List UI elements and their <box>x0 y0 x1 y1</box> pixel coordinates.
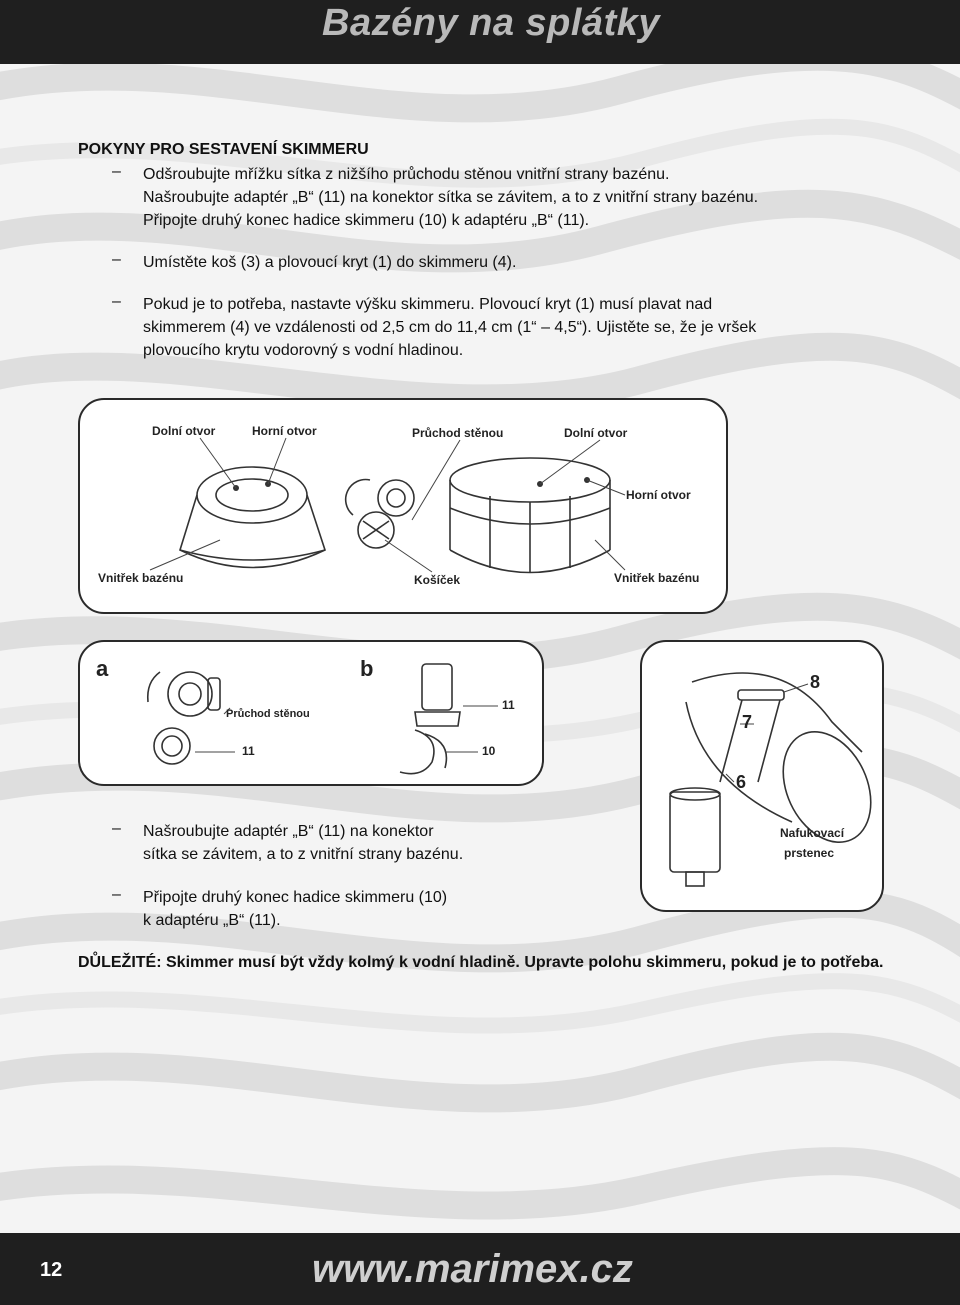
instruction-line: plovoucího krytu vodorovný s vodní hladinou. <box>143 342 464 359</box>
list-item <box>143 293 756 362</box>
list-item <box>143 163 758 232</box>
label-pruchod-stenou: Průchod stěnou <box>226 708 310 720</box>
label-dolni-otvor: Dolní otvor <box>152 424 216 438</box>
list-dash: – <box>112 251 121 268</box>
page-footer <box>0 1233 960 1305</box>
list-dash: – <box>112 293 121 310</box>
list-dash: – <box>112 163 121 180</box>
label-prstenec: prstenec <box>784 846 835 860</box>
label-11: 11 <box>242 744 255 758</box>
label-nafukovaci: Nafukovací <box>780 826 845 840</box>
label-horni-otvor: Horní otvor <box>252 424 317 438</box>
instruction-line: k adaptéru „B“ (11). <box>143 912 281 929</box>
list-item <box>143 886 447 932</box>
label-8: 8 <box>810 672 821 692</box>
instruction-line: skimmerem (4) ve vzdálenosti od 2,5 cm do 11,4 cm (1“ – 4,5“). Ujistěte se, že je vršek <box>143 319 757 336</box>
instruction-line: Našroubujte adaptér „B“ (11) na konektor sítka se závitem, a to z vnitřní strany bazénu. <box>143 189 759 206</box>
label-a: a <box>96 656 109 681</box>
list-item <box>143 251 516 274</box>
figure-panel-float-ring <box>640 640 884 912</box>
label-horni-otvor-2: Horní otvor <box>626 488 691 502</box>
label-dolni-otvor-2: Dolní otvor <box>564 426 628 440</box>
label-11-b: 11 <box>502 698 515 712</box>
label-pruchod-stenou: Průchod stěnou <box>412 426 504 440</box>
label-vnitrek-bazenu-2: Vnitřek bazénu <box>614 571 700 585</box>
float-ring-illustration <box>642 642 882 910</box>
instruction-line: Připojte druhý konec hadice skimmeru (10) <box>143 889 448 906</box>
list-item <box>143 820 463 866</box>
figure-panel-pool-types <box>78 398 728 614</box>
page-number: 12 <box>40 1259 63 1281</box>
label-kosicek: Košíček <box>414 573 461 587</box>
instruction-line: Našroubujte adaptér „B“ (11) na konektor <box>143 823 434 840</box>
instruction-line: Umístěte koš (3) a plovoucí kryt (1) do skimmeru (4). <box>143 254 517 271</box>
important-note: DŮLEŽITÉ: Skimmer musí být vždy kolmý k vodní hladině. Upravte polohu skimmeru, pokud je to potřeba. <box>78 954 884 971</box>
website-link[interactable]: www.marimex.cz <box>312 1247 633 1291</box>
instruction-line: Připojte druhý konec hadice skimmeru (10) k adaptéru „B“ (11). <box>143 212 590 229</box>
list-dash: – <box>112 886 121 903</box>
figure-panel-adapter <box>78 640 544 786</box>
label-7: 7 <box>742 712 753 732</box>
label-b: b <box>360 656 374 681</box>
section-title: POKYNY PRO SESTAVENÍ SKIMMERU <box>78 141 369 158</box>
instruction-line: sítka se závitem, a to z vnitřní strany bazénu. <box>143 846 464 863</box>
instruction-line: Odšroubujte mřížku sítka z nižšího průchodu stěnou vnitřní strany bazénu. <box>143 166 670 183</box>
label-6: 6 <box>736 772 747 792</box>
label-vnitrek-bazenu: Vnitřek bazénu <box>98 571 184 585</box>
adapter-illustration <box>80 642 542 784</box>
label-10: 10 <box>482 744 496 758</box>
page-title: Bazény na splátky <box>322 2 660 44</box>
list-dash: – <box>112 820 121 837</box>
instruction-line: Pokud je to potřeba, nastavte výšku skimmeru. Plovoucí kryt (1) musí plavat nad <box>143 296 713 313</box>
page-header <box>0 0 960 64</box>
